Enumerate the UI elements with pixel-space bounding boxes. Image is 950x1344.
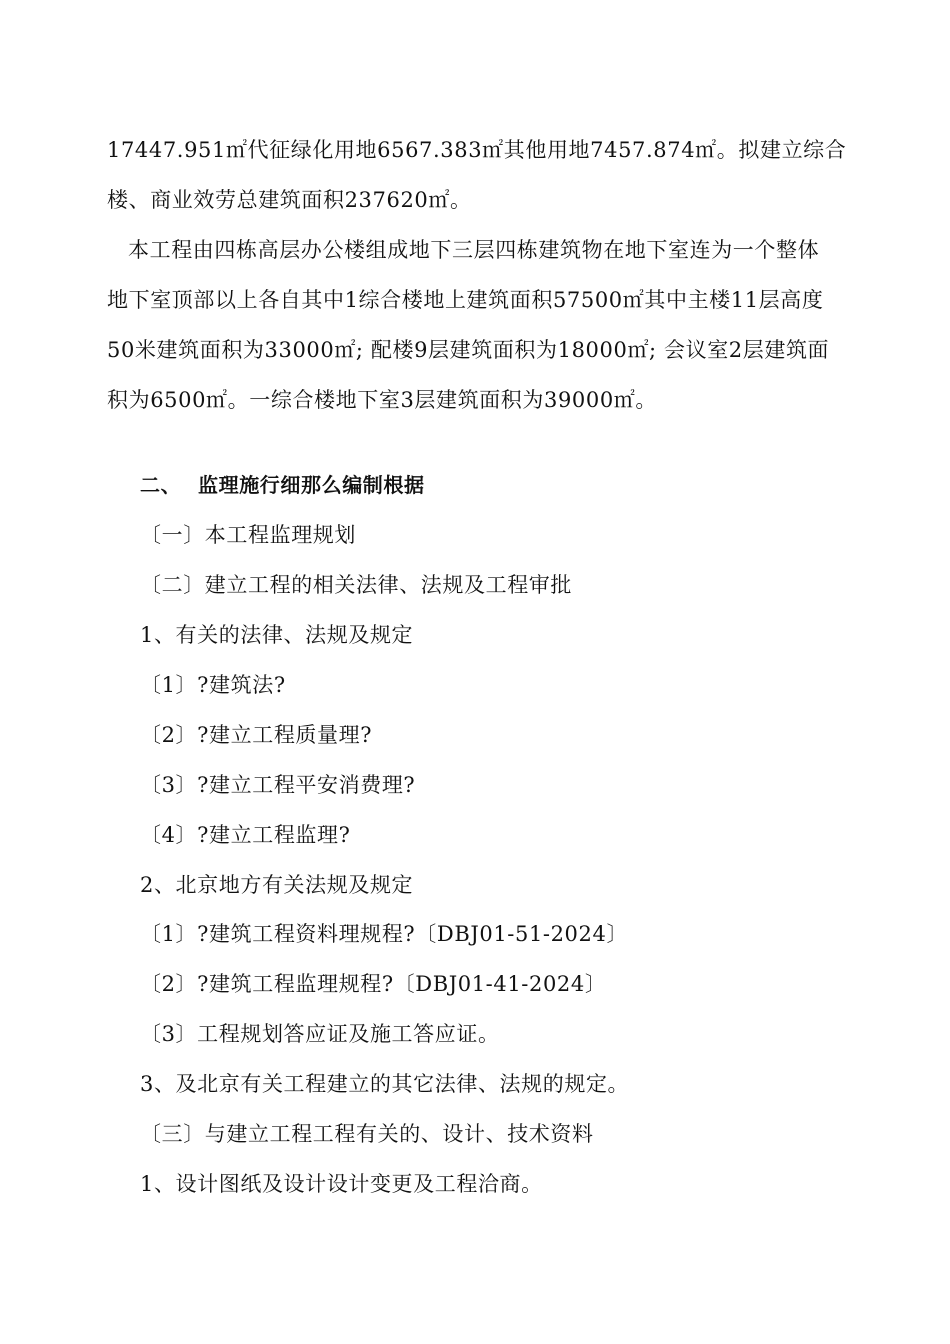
list-item: 1、有关的法律、法规及规定: [140, 623, 414, 647]
paragraph-1-line-1: 17447.951㎡代征绿化用地6567.383㎡其他用地7457.874㎡。拟建立综合: [107, 138, 847, 162]
paragraph-2-line-1: 本工程由四栋高层办公楼组成地下三层四栋建筑物在地下室连为一个整体: [128, 238, 820, 262]
paragraph-2-line-2: 地下室顶部以上各自其中1综合楼地上建筑面积57500㎡其中主楼11层高度: [107, 288, 824, 312]
list-item: 〔三〕与建立工程工程有关的、设计、技术资料: [140, 1122, 594, 1146]
section-number: 二、: [140, 473, 182, 497]
list-item: 2、北京地方有关法规及规定: [140, 873, 414, 897]
section-heading: [140, 472, 425, 498]
list-item: 〔3〕工程规划答应证及施工答应证。: [140, 1022, 500, 1046]
paragraph-2-line-3: 50米建筑面积为33000㎡; 配楼9层建筑面积为18000㎡; 会议室2层建筑面: [107, 338, 830, 362]
list-item: 〔4〕?建立工程监理?: [140, 823, 351, 847]
list-item: 3、及北京有关工程建立的其它法律、法规的规定。: [140, 1072, 630, 1096]
list-item: 〔2〕?建筑工程监理规程?〔DBJ01-41-2024〕: [140, 972, 607, 996]
list-item: 〔1〕?建筑工程资料理规程?〔DBJ01-51-2024〕: [140, 922, 629, 946]
section-title: 监理施行细那么编制根据: [198, 473, 425, 497]
list-item: 〔二〕建立工程的相关法律、法规及工程审批: [140, 573, 572, 597]
list-item: 〔3〕?建立工程平安消费理?: [140, 773, 416, 797]
list-item: 〔1〕?建筑法?: [140, 673, 286, 697]
list-item: 〔一〕本工程监理规划: [140, 523, 356, 547]
paragraph-2-line-4: 积为6500㎡。一综合楼地下室3层建筑面积为39000㎡。: [107, 388, 658, 412]
list-item: 〔2〕?建立工程质量理?: [140, 723, 373, 747]
paragraph-1-line-2: 楼、商业效劳总建筑面积237620㎡。: [107, 188, 472, 212]
list-item: 1、设计图纸及设计设计变更及工程洽商。: [140, 1172, 543, 1196]
